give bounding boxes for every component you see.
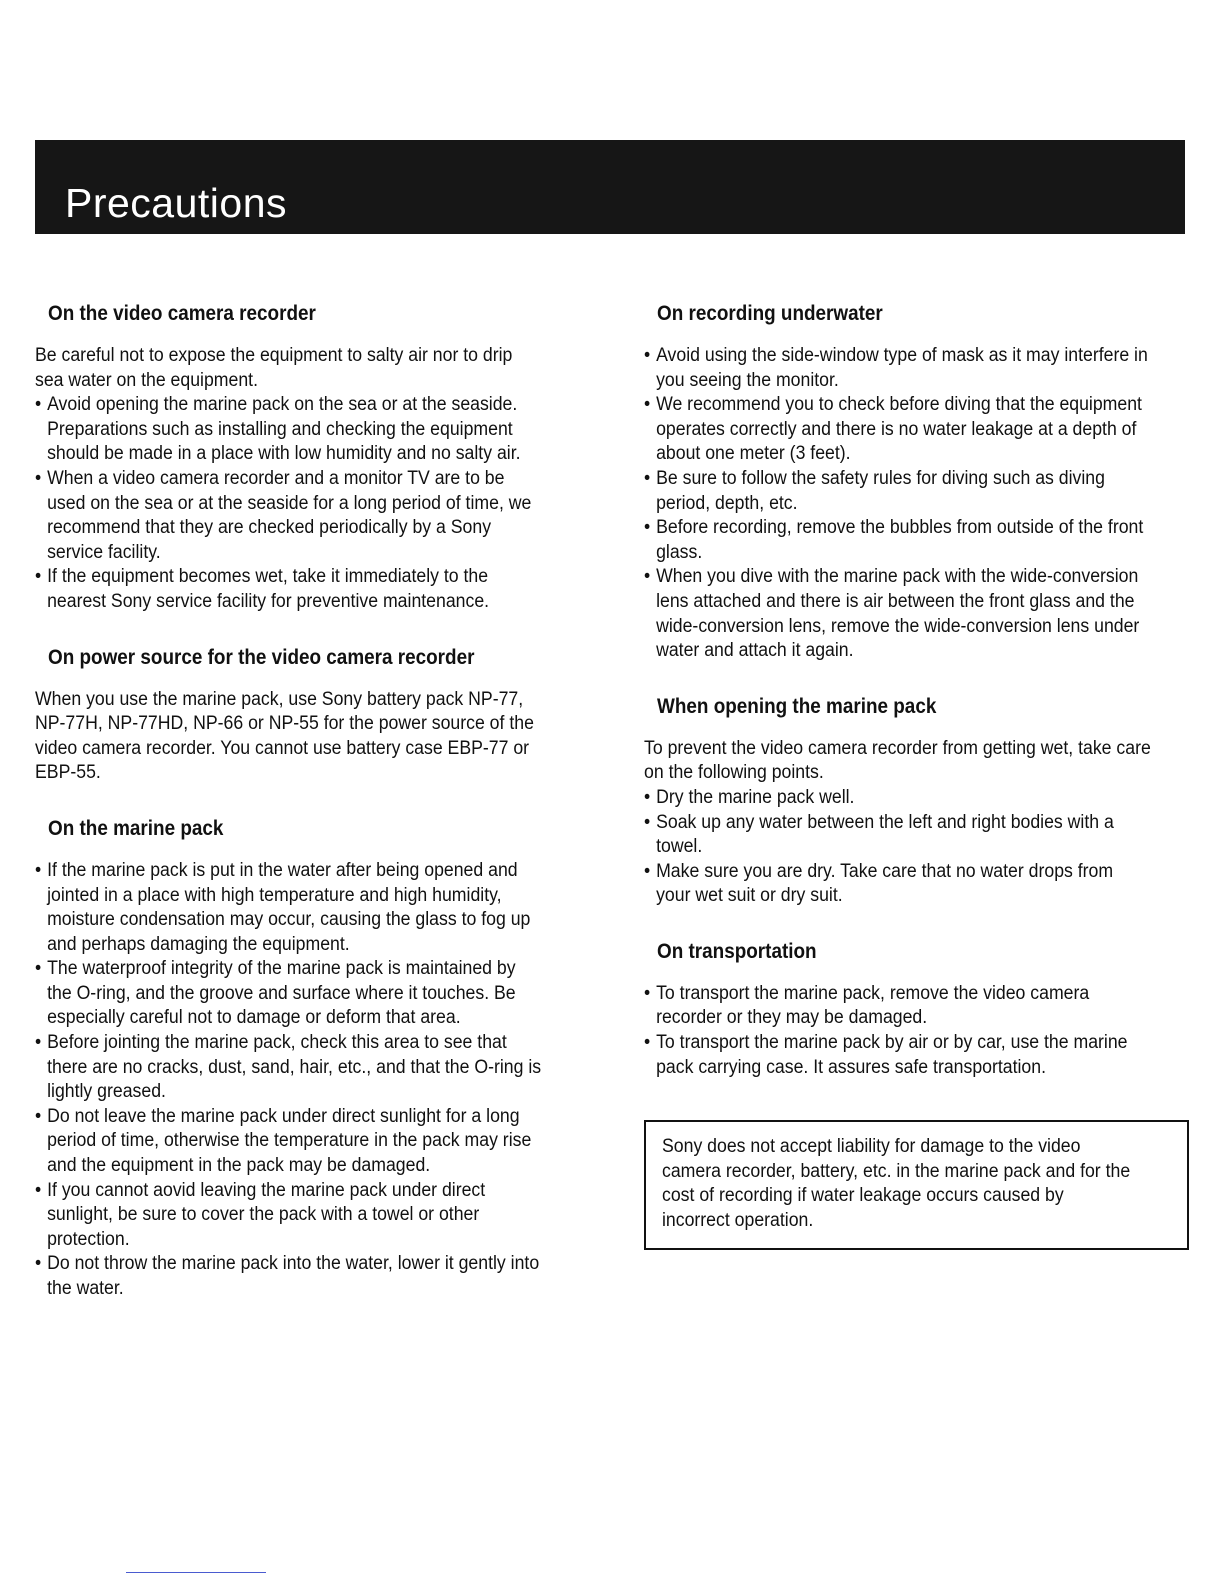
list-item-text: Avoid opening the marine pack on the sea or at the seaside. Preparations such as installing and checking the equipment should be made in a place with low humidity and no salty air. <box>47 394 521 465</box>
list-item <box>644 860 1151 909</box>
bullet-icon: • <box>35 467 42 489</box>
section-heading: On the video camera recorder <box>48 302 316 325</box>
bullet-icon: • <box>644 517 651 539</box>
list-item <box>35 859 545 957</box>
list-item <box>35 1031 545 1105</box>
left-column <box>35 300 583 1302</box>
section-heading: On transportation <box>657 939 817 963</box>
list-item-text: Before jointing the marine pack, check this area to see that there are no cracks, dust, sand, hair, etc., and that the O-ring is lightly greased. <box>47 1032 542 1103</box>
list-item <box>35 1105 545 1179</box>
list-item <box>35 1179 545 1253</box>
section-transportation <box>644 938 1189 1080</box>
list-item-text: The waterproof integrity of the marine pack is maintained by the O-ring, and the groove and surface where it touches. Be especially careful not to damage or deform that area. <box>47 958 516 1029</box>
section-heading: On power source for the video camera recorder <box>48 645 475 669</box>
list-item-text: Be sure to follow the safety rules for diving such as diving period, depth, etc. <box>656 467 1105 514</box>
bullet-icon: • <box>35 1179 42 1201</box>
bullet-list <box>35 859 583 1302</box>
list-item <box>644 786 1151 811</box>
list-item-text: We recommend you to check before diving that the equipment operates correctly and there is no water leakage at a depth of about one meter (3 feet). <box>656 394 1142 465</box>
list-item-text: To transport the marine pack by air or by car, use the marine pack carrying case. It assures safe transportation. <box>656 1032 1128 1078</box>
section-heading: When opening the marine pack <box>657 694 937 718</box>
bullet-list <box>644 982 1189 1080</box>
list-item-text: If the equipment becomes wet, take it immediately to the nearest Sony service facility for preventive maintenance. <box>47 566 490 612</box>
section-opening-marine-pack <box>644 693 1189 909</box>
bullet-icon: • <box>35 394 42 416</box>
list-item <box>644 1031 1151 1080</box>
list-item-text: Do not throw the marine pack into the water, lower it gently into the water. <box>47 1253 540 1299</box>
list-item <box>644 393 1151 467</box>
list-item <box>644 565 1151 663</box>
right-column <box>644 300 1189 1250</box>
section-text: When you use the marine pack, use Sony battery pack NP-77, NP-77H, NP-77HD, NP-66 or NP-55 for the power source of the video camera recorder. You cannot use battery case EBP-77 or EBP-55. <box>35 688 534 784</box>
liability-notice-text: Sony does not accept liability for damage to the video camera recorder, battery, etc. in the marine pack and for the cost of recording if water leakage occurs caused by incorrect operation. <box>662 1136 1131 1232</box>
bullet-icon: • <box>35 958 42 980</box>
page-title: Precautions <box>65 180 288 226</box>
section-recording-underwater <box>644 300 1189 664</box>
section-intro: Be careful not to expose the equipment to salty air nor to drip sea water on the equipment. <box>35 345 513 391</box>
section-heading: On recording underwater <box>657 302 883 325</box>
bullet-icon: • <box>644 467 651 489</box>
bullet-icon: • <box>35 1105 42 1127</box>
list-item <box>35 393 545 467</box>
list-item-text: Avoid using the side-window type of mask as it may interfere in you seeing the monitor. <box>656 345 1148 391</box>
footer-rule <box>126 1572 266 1573</box>
list-item <box>35 957 545 1031</box>
list-item-text: To transport the marine pack, remove the video camera recorder or they may be damaged. <box>656 982 1090 1029</box>
section-marine-pack <box>35 815 583 1302</box>
bullet-icon: • <box>644 786 651 808</box>
bullet-icon: • <box>644 982 651 1004</box>
section-heading: On the marine pack <box>48 816 224 840</box>
list-item <box>35 1252 545 1301</box>
list-item <box>644 516 1151 565</box>
bullet-icon: • <box>644 1032 651 1054</box>
list-item-text: Soak up any water between the left and right bodies with a towel. <box>656 811 1114 858</box>
liability-notice-box <box>644 1120 1189 1249</box>
list-item <box>35 565 545 614</box>
bullet-list <box>644 344 1189 664</box>
list-item <box>35 467 545 565</box>
bullet-icon: • <box>644 345 651 366</box>
bullet-icon: • <box>644 394 651 416</box>
section-power-source <box>35 644 583 786</box>
list-item-text: Before recording, remove the bubbles from outside of the front glass. <box>656 517 1144 563</box>
list-item <box>644 467 1151 516</box>
list-item-text: When you dive with the marine pack with the wide-conversion lens attached and there is air between the front glass and the wide-conversion lens, remove the wide-conversion lens under water and attach it again. <box>656 566 1140 662</box>
list-item-text: If you cannot aovid leaving the marine pack under direct sunlight, be sure to cover the pack with a towel or other protection. <box>47 1179 486 1250</box>
bullet-icon: • <box>644 811 651 833</box>
bullet-list <box>644 786 1189 909</box>
section-intro: To prevent the video camera recorder from getting wet, take care on the following points. <box>644 737 1151 784</box>
list-item-text: Dry the marine pack well. <box>656 786 855 808</box>
bullet-icon: • <box>644 566 651 588</box>
section-video-camera-recorder <box>35 300 583 615</box>
bullet-icon: • <box>35 1032 42 1054</box>
bullet-icon: • <box>35 1253 42 1275</box>
bullet-list <box>35 393 583 614</box>
list-item-text: Make sure you are dry. Take care that no water drops from your wet suit or dry suit. <box>656 860 1114 907</box>
bullet-icon: • <box>35 566 42 588</box>
list-item-text: If the marine pack is put in the water after being opened and jointed in a place with high temperature and high humidity, moisture condensation may occur, causing the glass to fog up and perhaps damaging the equipment. <box>47 859 531 955</box>
list-item-text: When a video camera recorder and a monitor TV are to be used on the sea or at the seaside for a long period of time, we recommend that they are checked periodically by a Sony service facility. <box>47 467 532 563</box>
title-bar <box>35 140 1185 234</box>
list-item-text: Do not leave the marine pack under direct sunlight for a long period of time, otherwise the temperature in the pack may rise and the equipment in the pack may be damaged. <box>47 1105 532 1177</box>
list-item <box>644 982 1151 1031</box>
list-item <box>644 811 1151 860</box>
bullet-icon: • <box>644 860 651 882</box>
list-item <box>644 344 1151 393</box>
bullet-icon: • <box>35 859 42 881</box>
